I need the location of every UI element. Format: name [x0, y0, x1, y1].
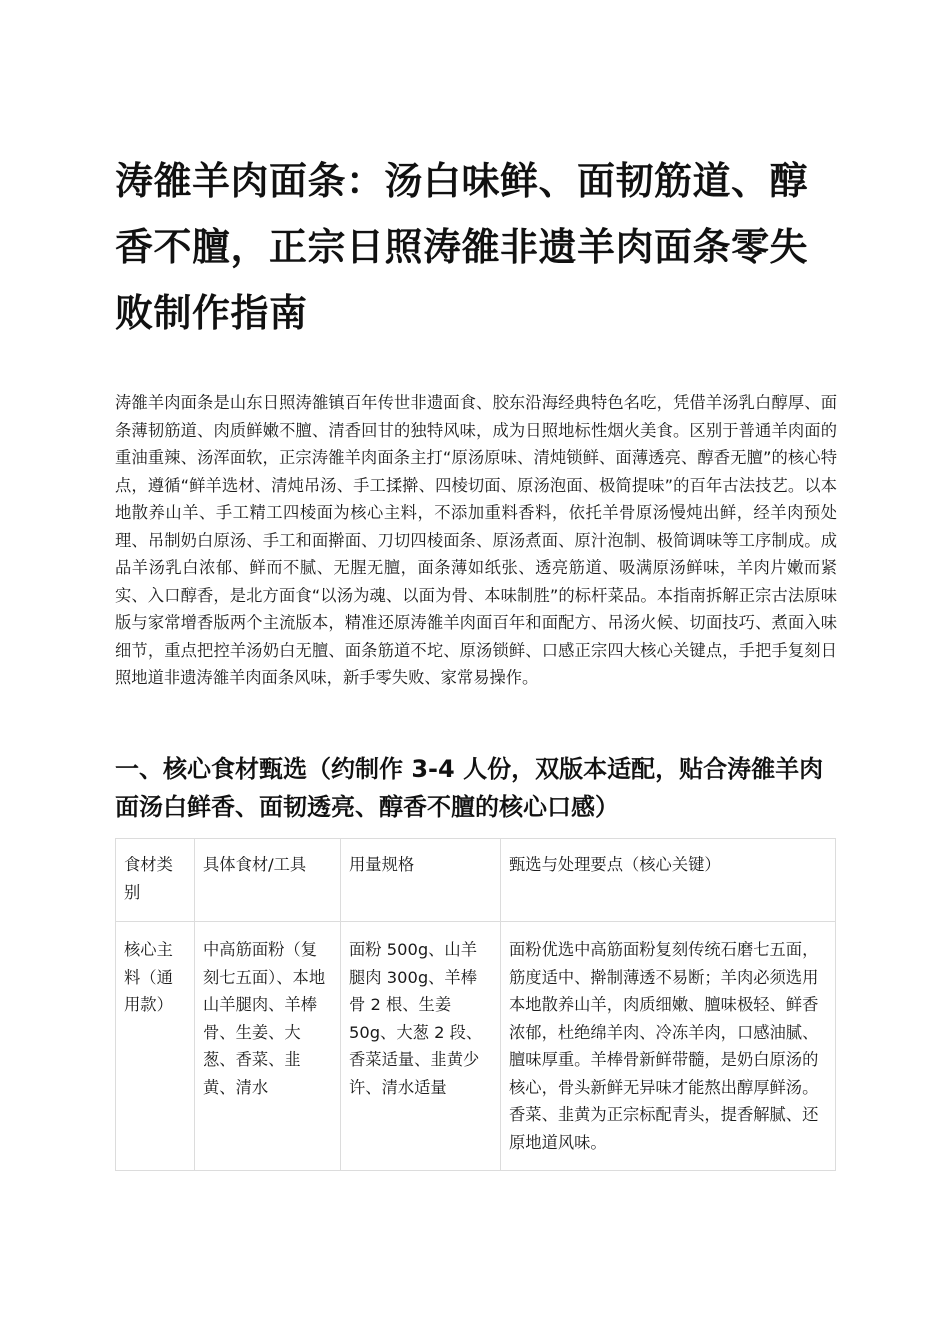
table-header-notes: 甄选与处理要点（核心关键） — [501, 839, 836, 922]
ingredients-table — [115, 838, 836, 1171]
intro-paragraph: 涛雒羊肉面条是山东日照涛雒镇百年传世非遗面食、胶东沿海经典特色名吃，凭借羊汤乳白醇厚、面条薄韧筋道、肉质鲜嫩不膻、清香回甘的独特风味，成为日照地标性烟火美食。区别于普通羊肉面的重油重辣、汤浑面软，正宗涛雒羊肉面条主打“原汤原味、清炖锁鲜、面薄透亮、醇香无膻”的核心特点，遵循“鲜羊选材、清炖吊汤、手工揉擀、四棱切面、原汤泡面、极简提味”的百年古法技艺。以本地散养山羊、手工精工四棱面为核心主料，不添加重料香料，依托羊骨原汤慢炖出鲜，经羊肉预处理、吊制奶白原汤、手工和面擀面、刀切四棱面条、原汤煮面、原汁泡制、极简调味等工序制成。成品羊汤乳白浓郁、鲜而不腻、无腥无膻，面条薄如纸张、透亮筋道、吸满原汤鲜味，羊肉片嫩而紧实、入口醇香，是北方面食“以汤为魂、以面为骨、本味制胜”的标杆菜品。本指南拆解正宗古法原味版与家常增香版两个主流版本，精准还原涛雒羊肉面百年和面配方、吊汤火候、切面技巧、煮面入味细节，重点把控羊汤奶白无膻、面条筋道不坨、原汤锁鲜、口感正宗四大核心关键点，手把手复刻日照地道非遗涛雒羊肉面条风味，新手零失败、家常易操作。 — [115, 393, 837, 687]
document-title: 涛雒羊肉面条：汤白味鲜、面韧筋道、醇香不膻，正宗日照涛雒非遗羊肉面条零失败制作指南 — [115, 159, 809, 335]
table-row — [116, 922, 836, 1171]
table-header-category: 食材类别 — [116, 839, 195, 922]
table-cell-category: 核心主料（通用款） — [116, 922, 195, 1171]
section-heading-ingredients: 一、核心食材甄选（约制作 3-4 人份，双版本适配，贴合涛雒羊肉面汤白鲜香、面韧透亮、醇香不膻的核心口感） — [115, 755, 824, 821]
table-cell-items: 中高筋面粉（复刻七五面）、本地山羊腿肉、羊棒骨、生姜、大葱、香菜、韭黄、清水 — [195, 922, 341, 1171]
table-header-amount: 用量规格 — [341, 839, 501, 922]
table-header-row — [116, 839, 836, 922]
table-cell-notes: 面粉优选中高筋面粉复刻传统石磨七五面，筋度适中、擀制薄透不易断；羊肉必须选用本地散养山羊，肉质细嫩、膻味极轻、鲜香浓郁，杜绝绵羊肉、冷冻羊肉，口感油腻、膻味厚重。羊棒骨新鲜带髓，是奶白原汤的核心，骨头新鲜无异味才能熬出醇厚鲜汤。香菜、韭黄为正宗标配青头，提香解腻、还原地道风味。 — [501, 922, 836, 1171]
table-cell-amount: 面粉 500g、山羊腿肉 300g、羊棒骨 2 根、生姜 50g、大葱 2 段、香菜适量、韭黄少许、清水适量 — [341, 922, 501, 1171]
table-header-items: 具体食材/工具 — [195, 839, 341, 922]
